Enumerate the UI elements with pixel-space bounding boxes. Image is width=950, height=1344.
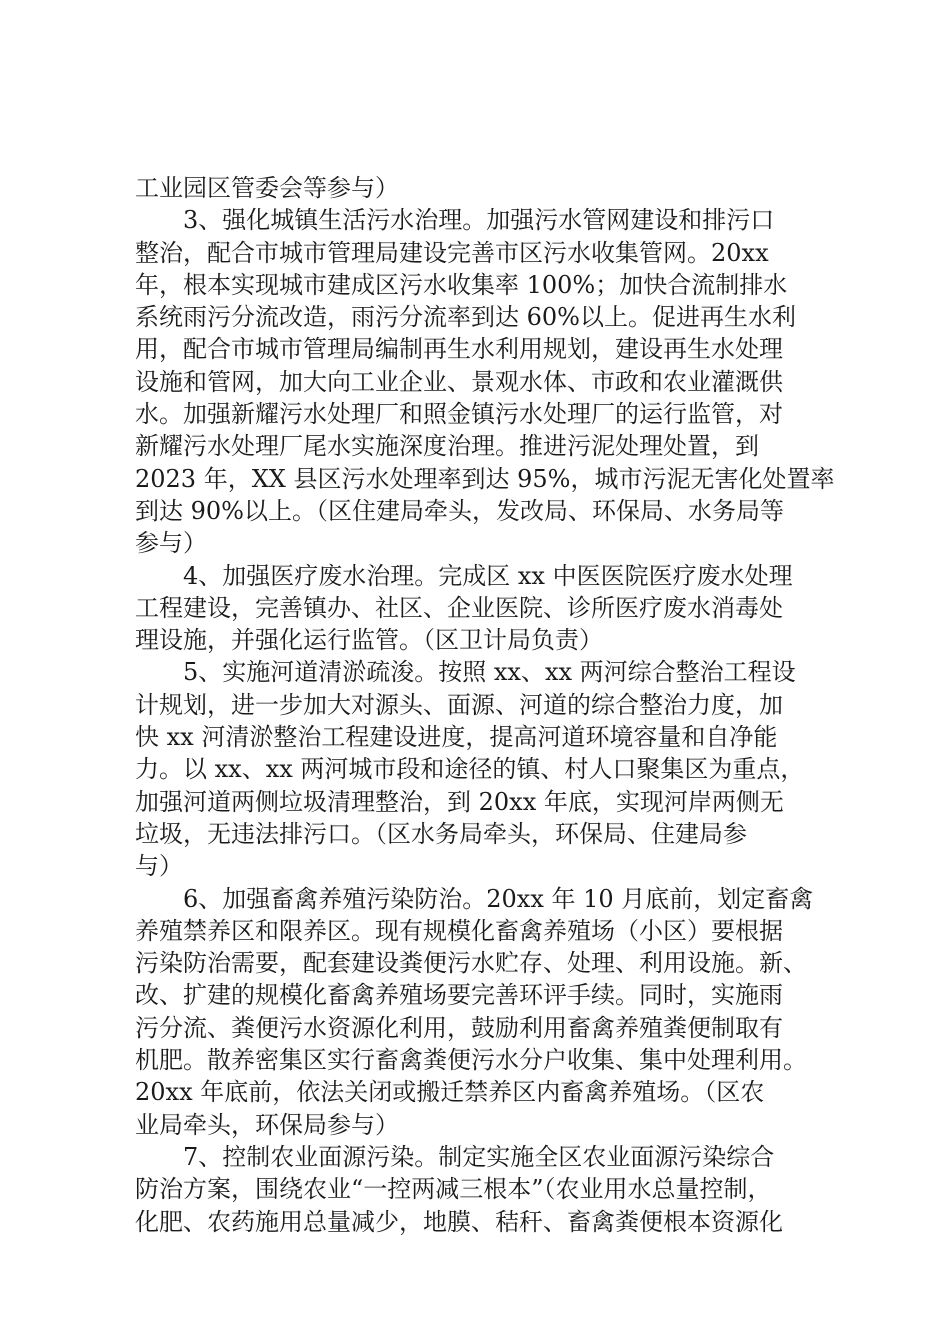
text-line: 到达 90%以上。（区住建局牵头，发改局、环保局、水务局等: [135, 496, 784, 525]
text-line: 4、加强医疗废水治理。完成区 xx 中医医院医疗废水处理: [183, 561, 793, 590]
text-line: 6、加强畜禽养殖污染防治。20xx 年 10 月底前，划定畜禽: [183, 884, 814, 913]
text-line: 防治方案，围绕农业“一控两减三根本”（农业用水总量控制，: [135, 1175, 772, 1204]
text-line: 垃圾，无违法排污口。（区水务局牵头，环保局、住建局参: [135, 819, 747, 848]
text-line: 业局牵头，环保局参与）: [135, 1110, 399, 1139]
text-line: 机肥。散养密集区实行畜禽粪便污水分户收集、集中处理利用。: [135, 1046, 807, 1075]
text-line: 设施和管网，加大向工业企业、景观水体、市政和农业灌溉供: [135, 367, 783, 396]
text-line: 化肥、农药施用总量减少，地膜、秸秆、畜禽粪便根本资源化: [135, 1207, 783, 1236]
text-line: 计规划，进一步加大对源头、面源、河道的综合整治力度，加: [135, 690, 783, 719]
text-line: 水。加强新耀污水处理厂和照金镇污水处理厂的运行监管，对: [135, 400, 783, 429]
text-line: 用，配合市城市管理局编制再生水利用规划，建设再生水处理: [135, 335, 783, 364]
document-body: [135, 172, 835, 1238]
text-line: 参与）: [135, 529, 207, 558]
text-line: 工程建设，完善镇办、社区、企业医院、诊所医疗废水消毒处: [135, 593, 783, 622]
text-line: 力。以 xx、xx 两河城市段和途径的镇、村人口聚集区为重点，: [135, 755, 805, 784]
text-line: 整治，配合市城市管理局建设完善市区污水收集管网。20xx: [135, 238, 769, 267]
text-line: 2023 年，XX 县区污水处理率到达 95%，城市污泥无害化处置率: [135, 464, 835, 493]
text-line: 新耀污水处理厂尾水实施深度治理。推进污泥处理处置，到: [135, 432, 759, 461]
text-line: 理设施，并强化运行监管。（区卫计局负责）: [135, 626, 603, 655]
text-line: 20xx 年底前，依法关闭或搬迁禁养区内畜禽养殖场。（区农: [135, 1078, 765, 1107]
text-line: 工业园区管委会等参与）: [135, 174, 399, 202]
text-line: 3、强化城镇生活污水治理。加强污水管网建设和排污口: [183, 206, 775, 235]
text-line: 加强河道两侧垃圾清理整治，到 20xx 年底，实现河岸两侧无: [135, 787, 784, 816]
text-line: 与）: [135, 852, 183, 881]
text-line: 快 xx 河清淤整治工程建设进度，提高河道环境容量和自净能: [135, 723, 778, 752]
text-line: 5、实施河道清淤疏浚。按照 xx、xx 两河综合整治工程设: [183, 658, 796, 687]
text-line: 养殖禁养区和限养区。现有规模化畜禽养殖场（小区）要根据: [135, 916, 783, 945]
text-line: 污染防治需要，配套建设粪便污水贮存、处理、利用设施。新、: [135, 949, 807, 978]
text-line: 系统雨污分流改造，雨污分流率到达 60%以上。促进再生水利: [135, 303, 796, 332]
text-line: 改、扩建的规模化畜禽养殖场要完善环评手续。同时，实施雨: [135, 981, 783, 1010]
text-line: 7、控制农业面源污染。制定实施全区农业面源污染综合: [183, 1142, 775, 1171]
text-line: 污分流、粪便污水资源化利用，鼓励利用畜禽养殖粪便制取有: [135, 1013, 783, 1042]
text-line: 年，根本实现城市建成区污水收集率 100%；加快合流制排水: [135, 270, 788, 299]
